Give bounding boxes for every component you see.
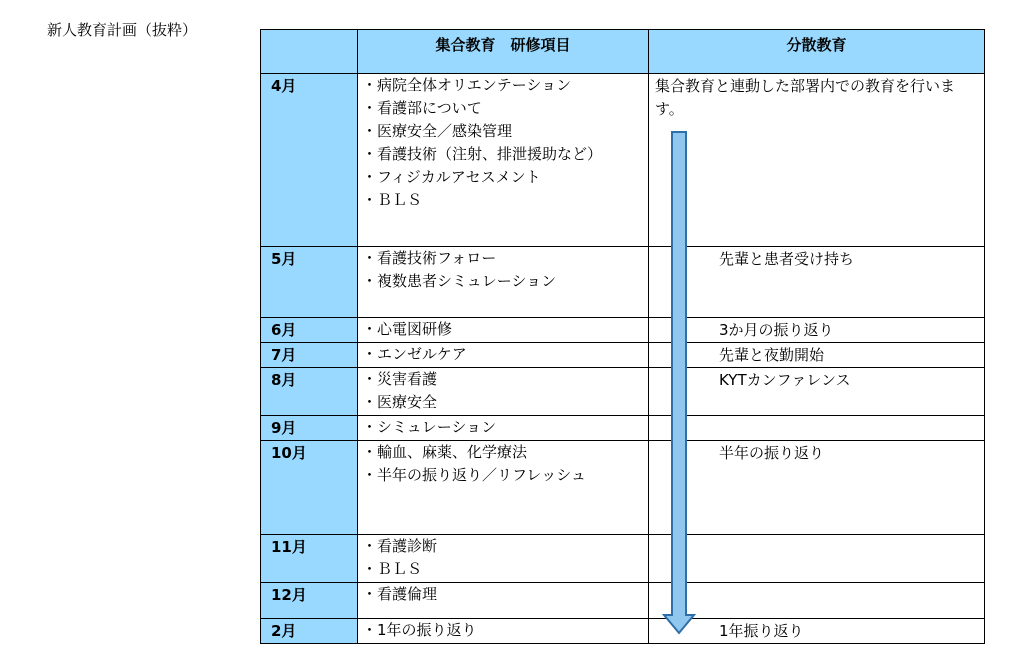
month-cell: 8月 [261,368,358,416]
distributed-text: 先輩と患者受け持ち [719,250,855,268]
list-item: ・複数患者シミュレーション [362,272,557,290]
timeline-arrow-shape [664,132,694,633]
down-arrow-icon [662,130,696,636]
distributed-cell [649,318,985,343]
group-items-cell [358,416,649,441]
table-row [261,441,985,535]
list-item: ・フィジカルアセスメント [362,168,541,186]
month-cell: 4月 [261,74,358,247]
table-row [261,368,985,416]
distributed-cell [649,535,985,583]
list-item: ・ＢＬＳ [362,191,423,209]
list-item: ・シミュレーション [362,418,497,436]
list-item: ・看護診断 [362,537,438,555]
group-items-cell [358,535,649,583]
month-cell: 11月 [261,535,358,583]
list-item: ・エンゼルケア [362,345,467,363]
list-item: ・病院全体オリエンテーション [362,76,572,94]
group-items-cell [358,368,649,416]
list-item: ・医療安全 [362,393,438,411]
distributed-text: 集合教育と連動した部署内での教育を行います。 [655,77,956,118]
month-cell: 9月 [261,416,358,441]
table-row [261,619,985,644]
list-item: ・災害看護 [362,370,438,388]
month-cell: 6月 [261,318,358,343]
table-row [261,583,985,619]
list-item: ・看護技術フォロー [362,249,497,267]
distributed-cell [649,247,985,318]
table-header-row [261,30,985,74]
distributed-cell [649,441,985,535]
group-items-cell [358,318,649,343]
distributed-cell [649,74,985,247]
table-row [261,416,985,441]
month-cell: 12月 [261,583,358,619]
list-item: ・看護部について [362,99,482,117]
group-items-cell [358,619,649,644]
distributed-text: 先輩と夜勤開始 [719,346,825,364]
month-column-header [261,30,358,74]
list-item: ・看護倫理 [362,585,438,603]
month-cell: 2月 [261,619,358,644]
group-items-cell [358,343,649,368]
month-cell: 5月 [261,247,358,318]
list-item: ・輸血、麻薬、化学療法 [362,443,528,461]
list-item: ・1年の振り返り [362,621,477,639]
distributed-cell [649,368,985,416]
month-cell: 7月 [261,343,358,368]
distributed-education-column-header: 分散教育 [649,30,985,74]
list-item: ・ＢＬＳ [362,560,423,578]
group-items-cell [358,583,649,619]
distributed-text: 3か月の振り返り [719,321,834,339]
table-row [261,247,985,318]
distributed-text: 半年の振り返り [719,444,825,462]
group-education-column-header: 集合教育 研修項目 [358,30,649,74]
group-items-cell [358,74,649,247]
list-item: ・看護技術（注射、排泄援助など） [362,145,603,163]
group-items-cell [358,247,649,318]
table-row [261,343,985,368]
distributed-cell [649,416,985,441]
page-title: 新人教育計画（抜粋） [47,21,198,39]
month-cell: 10月 [261,441,358,535]
distributed-cell [649,619,985,644]
list-item: ・医療安全／感染管理 [362,122,513,140]
distributed-cell [649,343,985,368]
distributed-cell [649,583,985,619]
group-items-cell [358,441,649,535]
table-row [261,318,985,343]
distributed-text: 1年振り返り [719,622,804,640]
list-item: ・半年の振り返り／リフレッシュ [362,466,586,484]
list-item: ・心電図研修 [362,320,453,338]
table-row [261,74,985,247]
distributed-text: KYTカンファレンス [719,371,851,389]
education-plan-table [260,29,985,644]
table-row [261,535,985,583]
